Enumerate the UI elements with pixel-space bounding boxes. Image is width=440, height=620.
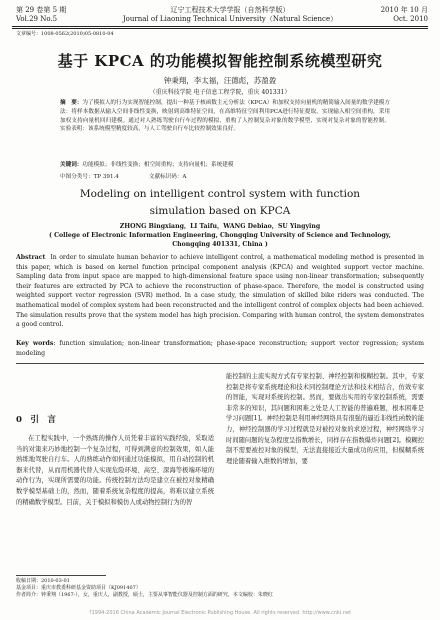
keywords-en-label: Key words: [16, 340, 54, 347]
authors-zh: 钟秉翔，李太福，汪德彪，苏盈盈: [163, 76, 277, 85]
abstract-zh-text: 为了模拟人的行为实现智能控制，提出一种基于核函数主元分析法（KPCA）和加权支持向量机的精简输入间量的数学建模方法：将样本数据从输入空间非线性变换，映射到高维特征空间，在高维特征空间利用PCA进行特征提取，实现输入相空间重构，采用加权支持向量机回归建模。通过对人熟练驾驶自行车过程的模拟，重构了人控制复杂对象的数学模型，实现对复杂对象的智能控制。实验表明：该系统模型精度较高，与人工驾驶自行车比较控制效果良好。: [60, 100, 390, 133]
keywords-zh-text: 功能模拟；非线性变换；相空间重构；支持向量机；系统建模: [82, 162, 234, 168]
body-right-text: 能控制的主流实现方式有专家控制、神经控制和模糊控制。其中，专家控制是将专家系统理论和技术同控制理论方法和技术相结合，仿效专家的智能，实现对系统的控制。然而，要做出实用的专家控制系统，需要非常多的知识，其问题和困难之处是人工智能的普遍难题，根本困难是学习问题[1]。神经控制是利用神经网络具有很强的逼近非线性函数的能力，神经控制器的学习过程就是对被控对象的求逆过程，神经网络学习时间随问题的复杂程度呈指数增长，同样存在指数爆炸问题[2]。模糊控制不需要被控对象的模型，无法直接接近大量成功的应用，但模糊系统理论随着输入维数的增加，要: [226, 373, 424, 465]
body-left-text: 在工程实践中，一个熟练的操作人员凭着丰富的实践经验，采取适当的对策来巧妙地控制一个复杂过程，可得到满意的控制效果，如人能熟练地驾驶自行车。人的熟练动作如何通过功能模拟，用自动控制的机器来代替，从而用机器代替人实现危险环境、高空、深海等极端环境的动作行为，实现所需要的功能。传统控制方法均是建立在被控对象精确数学模型基础上的，然而，随着系统复杂程度的提高，将难以建立系统的精确数学模型。目前，关于模拟和模仿人或动物控制行为的智: [16, 435, 214, 506]
title-en-line1: Modeling on intelligent control system with function: [79, 188, 361, 200]
keywords-en-text: : function simulation; non-linear transformation; phase-space reconstruction; support vector regression; system modeling: [16, 340, 424, 357]
article-number: 文章编号：1008-0562(2010)05-0810-04: [16, 31, 114, 37]
keywords-zh: [60, 160, 390, 168]
title-en: [40, 186, 400, 220]
journal-name-en: Journal of Liaoning Technical University（Natural Science）: [122, 15, 338, 23]
abstract-en-text: In order to simulate human behavior to achieve intelligent control, a mathematical modeling method is presented in this paper, which is based on kernel function principal component analysis (KPCA) and weighted support vector machine. Sampling data from input space are mapped to high-dimensional feature space using non-linear transformation; subsequently their features are extracted by PCA to achieve the reconstruction of phase-space. Therefore, the model is constructed using weighted support vector regression (SVR) method. In a case study, the simulation of skilled bike riders was conducted. The mathematical model of complex system had been reconstructed and the intelligent control of complex objects had been achieved. The simulation results prove that the system model has high precision. Comparing with human control, the system demonstrates a good control.: [16, 254, 424, 329]
affiliation-zh: （重庆科技学院 电子信息工程学院，重庆 401331）: [149, 89, 291, 96]
abstract-zh-label: 摘 要：: [60, 100, 83, 106]
copyright-notice: ?1994-2016 China Academic Journal Electronic Publishing House. All rights reserved. http://www.cnki.net: [88, 610, 352, 616]
footnote-rule: [16, 575, 106, 576]
abstract-en-label: Abstract: [16, 254, 46, 261]
date-zh: 2010 年 10 月: [380, 6, 428, 14]
header-rule-thin: [12, 28, 428, 29]
authors-en: ZHONG Bingxiang，LI Taifu，WANG Debiao，SU Yingying: [119, 223, 321, 230]
date-en: Oct. 2010: [393, 15, 428, 23]
footnote: 收稿日期：2010-03-01 基金项目：重庆市教委科研基金资助项目（KJ091407） 作者简介：钟秉翔（1967-），女，重庆人，副教授，硕士，主要从事智能仪器及控制方面的研究，本文编校：朱晓红: [16, 578, 273, 598]
journal-name: [110, 6, 350, 24]
affiliation-en: ( College of Electronic Information Engineering, Chongqing University of Science and Technology, Chongqing 401331, China ): [49, 232, 391, 248]
section-title: 0 引 言: [16, 415, 56, 425]
abstract-zh: [60, 99, 390, 134]
volume-en: Vol.29 No.5: [16, 15, 58, 23]
title-zh: 基于 KPCA 的功能模拟智能控制系统模型研究: [57, 52, 383, 70]
journal-volume: [16, 6, 86, 24]
class-number: 中图分类号：TP 391.4: [60, 174, 119, 180]
document-code: 文献标识码：A: [148, 174, 187, 180]
journal-date: [330, 6, 428, 24]
header-rule: [12, 26, 428, 27]
abstract-en: [16, 253, 424, 330]
classification-row: [60, 172, 390, 180]
keywords-en: [16, 339, 424, 358]
body-column-right: [226, 372, 424, 582]
title-en-line2: simulation based on KPCA: [149, 205, 291, 217]
keywords-zh-label: 关键词：: [60, 162, 83, 168]
journal-name-zh: 辽宁工程技术大学学报（自然科学版）: [170, 6, 290, 14]
volume-zh: 第 29 卷第 5 期: [16, 6, 67, 14]
abstract-separator: [16, 363, 424, 364]
body-column-left: [16, 434, 214, 572]
